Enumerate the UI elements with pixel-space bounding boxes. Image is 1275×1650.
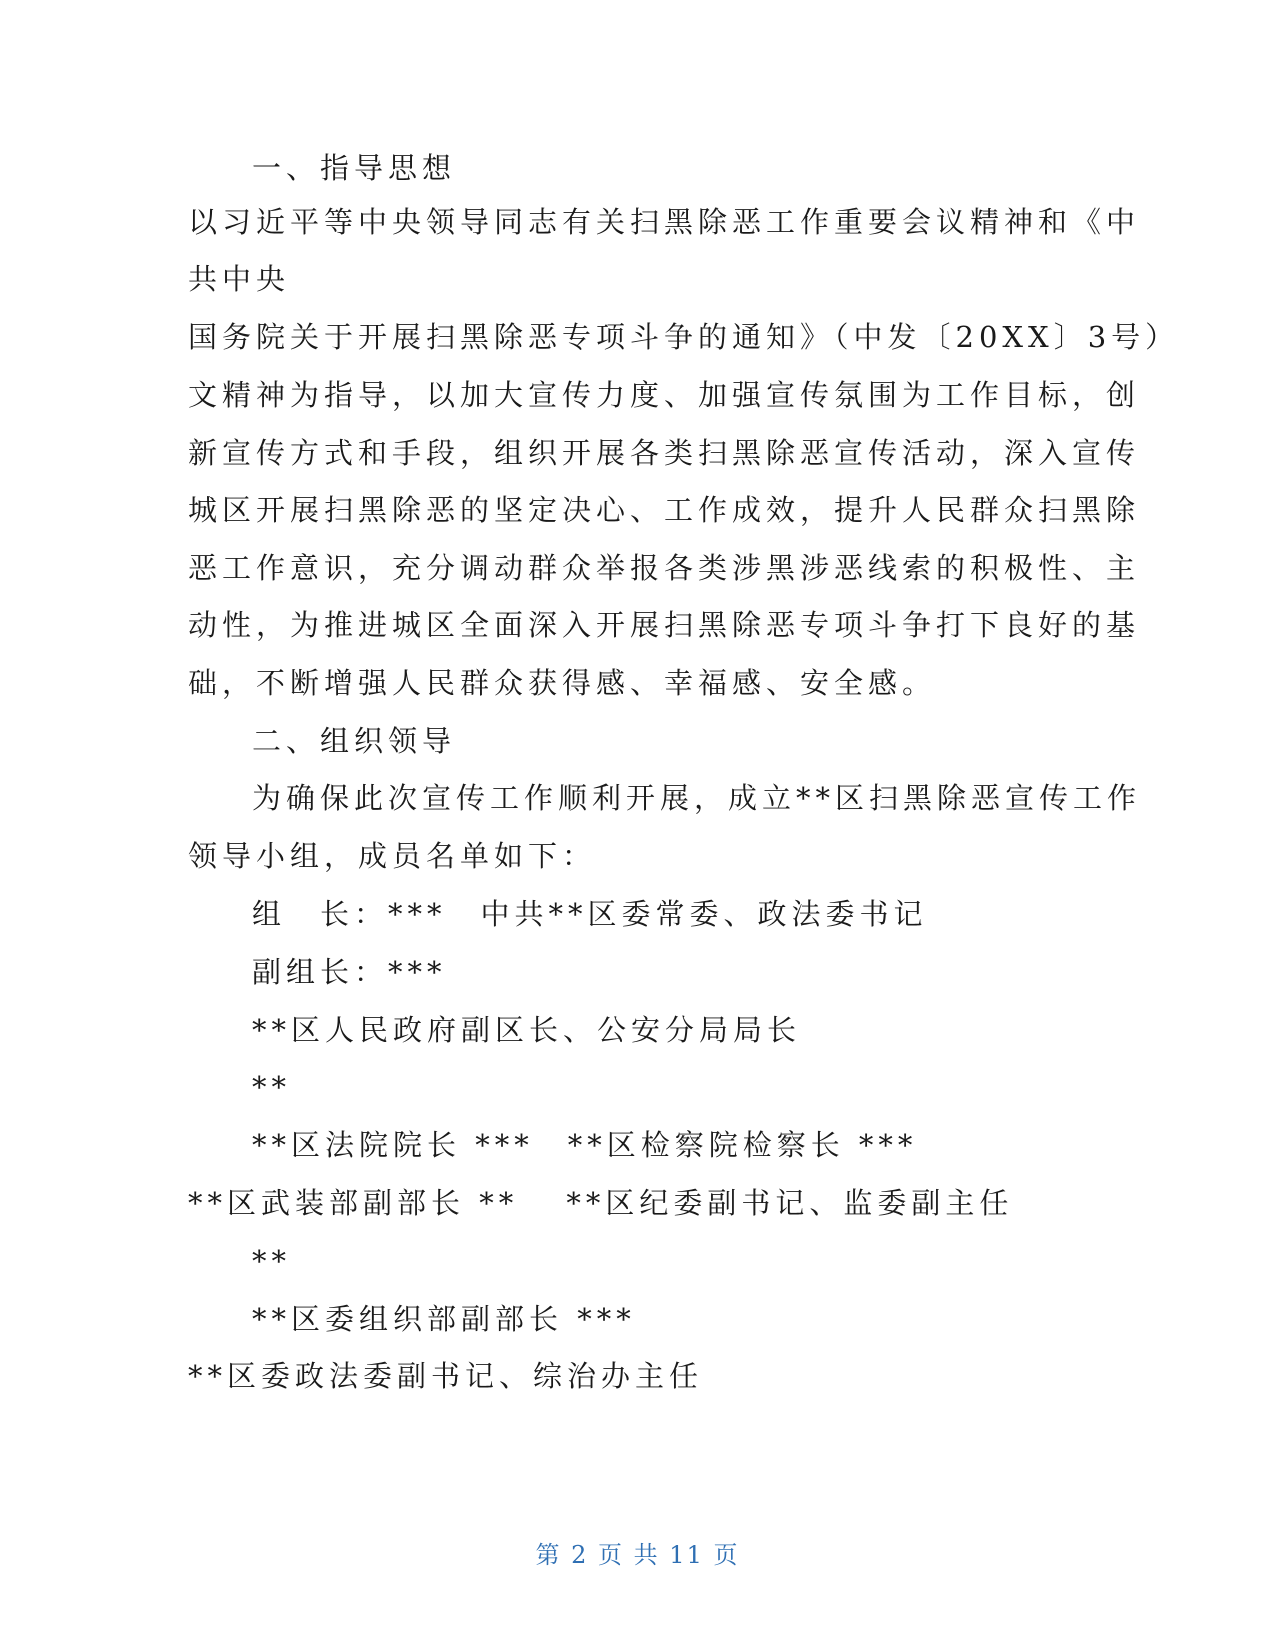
paragraph-line: 以习近平等中央领导同志有关扫黑除恶工作重要会议精神和《中 — [188, 205, 1141, 239]
paragraph-line: 础，不断增强人民群众获得感、幸福感、安全感。 — [188, 666, 937, 700]
section-heading-organization: 二、组织领导 — [252, 724, 457, 758]
member-line: **区委组织部副部长 *** — [252, 1302, 636, 1336]
paragraph-line: 国务院关于开展扫黑除恶专项斗争的通知》（中发〔20XX〕3号） — [188, 320, 1180, 354]
member-line: **区武装部副部长 ** **区纪委副书记、监委副主任 — [188, 1186, 1014, 1220]
member-line: 组 长：*** 中共**区委常委、政法委书记 — [252, 897, 928, 931]
paragraph-line: 城区开展扫黑除恶的坚定决心、工作成效，提升人民群众扫黑除 — [188, 493, 1141, 527]
paragraph-line: 动性，为推进城区全面深入开展扫黑除恶专项斗争打下良好的基 — [188, 608, 1141, 642]
paragraph-line: 恶工作意识，充分调动群众举报各类涉黑涉恶线索的积极性、主 — [188, 551, 1141, 585]
paragraph-line: 为确保此次宣传工作顺利开展，成立**区扫黑除恶宣传工作 — [252, 781, 1142, 815]
paragraph-line: 领导小组，成员名单如下： — [188, 839, 597, 873]
member-line: **区法院院长 *** **区检察院检察长 *** — [252, 1128, 918, 1162]
member-line: 副组长：*** — [252, 955, 447, 989]
section-heading-guiding-ideology: 一、指导思想 — [252, 151, 457, 185]
paragraph-line: 共中央 — [188, 262, 291, 296]
paragraph-line: 新宣传方式和手段，组织开展各类扫黑除恶宣传活动，深入宣传 — [188, 436, 1141, 470]
member-line: **区委政法委副书记、综治办主任 — [188, 1359, 704, 1393]
member-line: **区人民政府副区长、公安分局局长 — [252, 1013, 802, 1047]
page-number-footer: 第 2 页 共 11 页 — [535, 1541, 740, 1569]
member-line: ** — [252, 1244, 291, 1278]
member-line: ** — [252, 1070, 291, 1104]
paragraph-line: 文精神为指导，以加大宣传力度、加强宣传氛围为工作目标，创 — [188, 378, 1141, 412]
